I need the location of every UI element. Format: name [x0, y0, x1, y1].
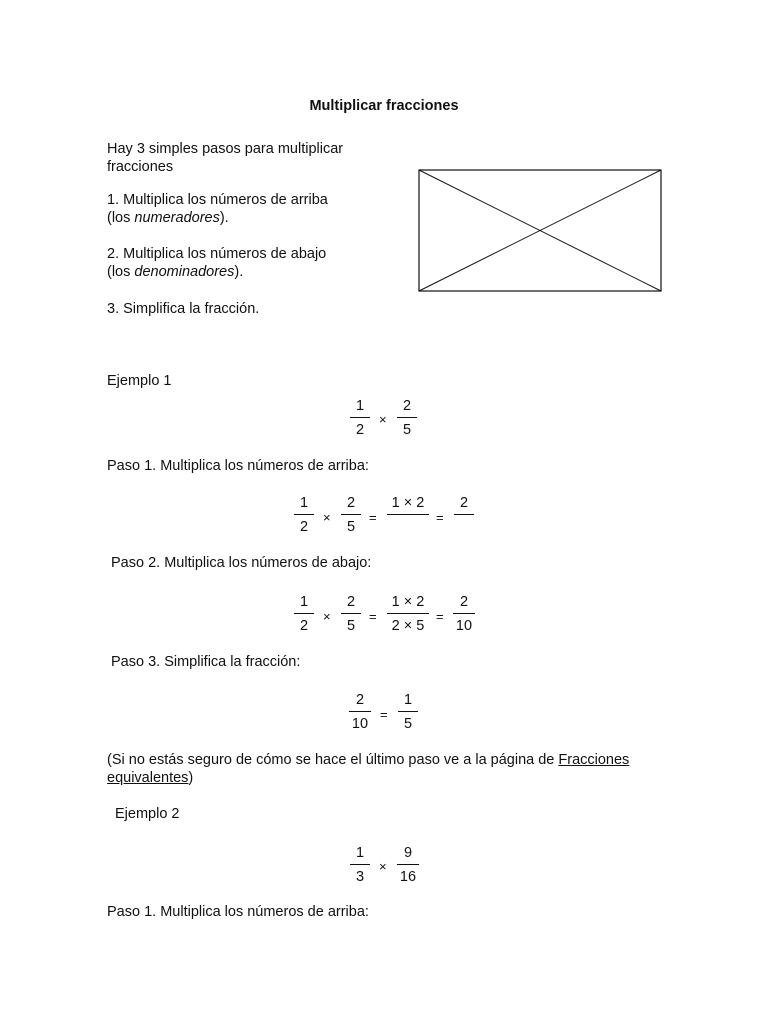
- link-fracciones-equivalentes[interactable]: Fracciones: [558, 752, 630, 768]
- step-2-line-2: (los denominadores).: [107, 264, 244, 280]
- fraction: 2 5: [340, 593, 362, 635]
- page-title: Multiplicar fracciones: [309, 98, 459, 114]
- example-1-step-3-label: Paso 3. Simplifica la fracción:: [111, 654, 301, 670]
- note-line-2: equivalentes): [107, 770, 194, 786]
- equals-sign: =: [436, 510, 444, 525]
- example-1-label: Ejemplo 1: [107, 373, 172, 389]
- image-placeholder: [418, 169, 662, 292]
- fraction: 1 5: [397, 691, 419, 733]
- times-operator: ×: [379, 412, 387, 427]
- intro-line-2: fracciones: [107, 159, 174, 175]
- fraction: 1 3: [349, 844, 371, 886]
- example-1-step-1-label: Paso 1. Multiplica los números de arriba:: [107, 458, 369, 474]
- times-operator: ×: [323, 510, 331, 525]
- link-fracciones-equivalentes-cont[interactable]: equivalentes: [107, 770, 189, 786]
- intro-line-1: Hay 3 simples pasos para multiplicar: [107, 141, 344, 157]
- example-1-step-2-label: Paso 2. Multiplica los números de abajo:: [111, 555, 372, 571]
- equals-sign: =: [436, 609, 444, 624]
- fraction: 2 10: [348, 691, 372, 733]
- times-operator: ×: [323, 609, 331, 624]
- step-3-line: 3. Simplifica la fracción.: [107, 301, 260, 317]
- example-2-label: Ejemplo 2: [115, 806, 180, 822]
- term-numeradores: numeradores: [134, 210, 220, 226]
- fraction: 2 5: [340, 494, 362, 536]
- fraction: 1 2: [293, 494, 315, 536]
- fraction: 1 2: [293, 593, 315, 635]
- fraction-result: 2: [453, 494, 475, 518]
- fraction-product: 1 × 2 2 × 5: [386, 593, 430, 635]
- term-denominadores: denominadores: [134, 264, 235, 280]
- step-1-line-2: (los numeradores).: [107, 210, 229, 226]
- fraction: 9 16: [396, 844, 420, 886]
- example-2-step-1-label: Paso 1. Multiplica los números de arriba:: [107, 904, 369, 920]
- step-1-line-1: 1. Multiplica los números de arriba: [107, 192, 328, 208]
- fraction: 2 5: [396, 397, 418, 439]
- equals-sign: =: [380, 707, 388, 722]
- step-2-line-1: 2. Multiplica los números de abajo: [107, 246, 327, 262]
- fraction-product: 1 × 2: [386, 494, 430, 518]
- note-line-1: (Si no estás seguro de cómo se hace el último paso ve a la página de Fracciones: [107, 752, 630, 768]
- times-operator: ×: [379, 859, 387, 874]
- fraction-result: 2 10: [452, 593, 476, 635]
- fraction: 1 2: [349, 397, 371, 439]
- equals-sign: =: [369, 609, 377, 624]
- equals-sign: =: [369, 510, 377, 525]
